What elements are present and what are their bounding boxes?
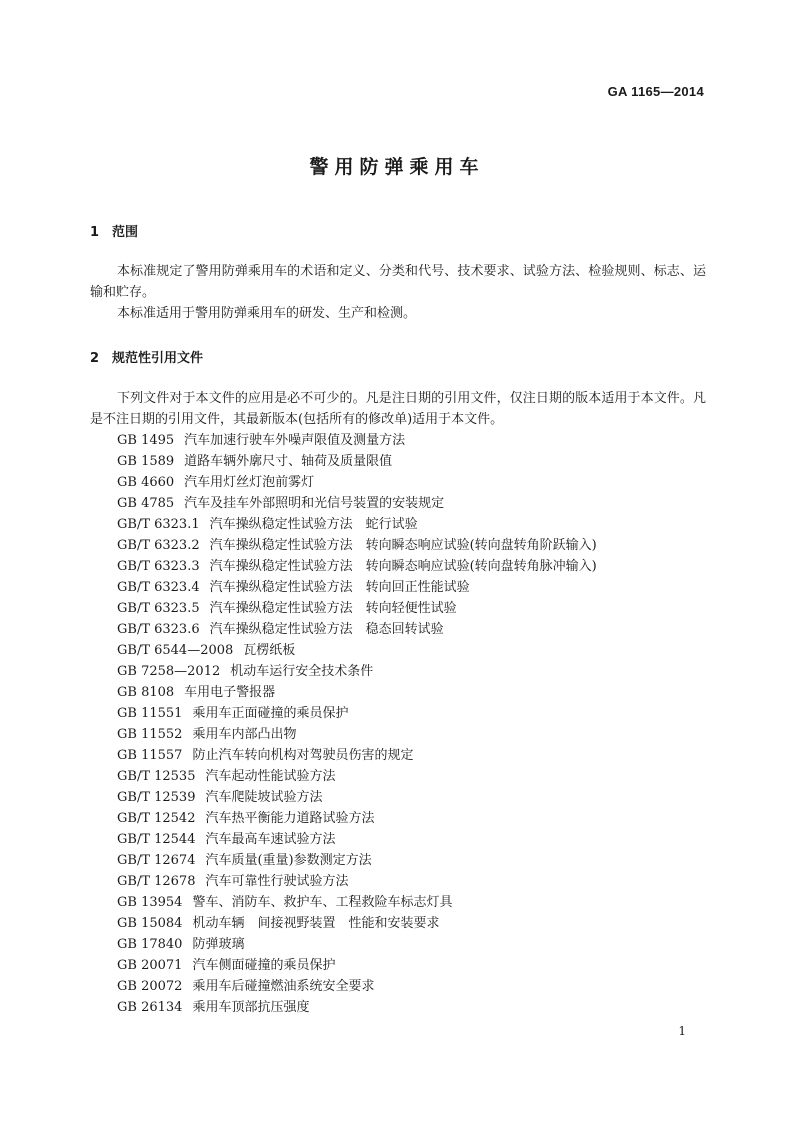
page-number: 1 (678, 1024, 686, 1038)
reference-code: GB 26134 (117, 1000, 183, 1015)
reference-title: 瓦楞纸板 (243, 643, 296, 658)
reference-code: GB/T 12544 (117, 832, 196, 847)
scope-paragraph-1: 本标准规定了警用防弹乘用车的术语和定义、分类和代号、技术要求、试验方法、检验规则、标志、运输和贮存。 (90, 264, 706, 300)
reference-title: 汽车侧面碰撞的乘员保护 (192, 958, 336, 973)
reference-list (117, 430, 597, 1018)
section-2-number: 2 (90, 351, 100, 366)
reference-title: 乘用车后碰撞燃油系统安全要求 (192, 979, 375, 994)
reference-title: 机动车运行安全技术条件 (230, 664, 374, 679)
reference-code: GB 11552 (117, 727, 183, 742)
reference-item (117, 787, 597, 808)
reference-item (117, 430, 597, 451)
reference-item (117, 556, 597, 577)
reference-code: GB 1495 (117, 433, 175, 448)
reference-item (117, 472, 597, 493)
reference-code: GB/T 6323.6 (117, 622, 200, 637)
reference-title: 汽车起动性能试验方法 (205, 769, 336, 784)
reference-title: 汽车操纵稳定性试验方法 转向瞬态响应试验(转向盘转角脉冲输入) (209, 559, 597, 574)
reference-title: 防弹玻璃 (192, 937, 245, 952)
reference-code: GB 8108 (117, 685, 175, 700)
references-intro: 下列文件对于本文件的应用是必不可少的。凡是注日期的引用文件，仅注日期的版本适用于本文件。凡是不注日期的引用文件，其最新版本(包括所有的修改单)适用于本文件。 (90, 391, 706, 427)
reference-item (117, 451, 597, 472)
reference-item (117, 514, 597, 535)
reference-item (117, 745, 597, 766)
reference-item (117, 934, 597, 955)
scope-paragraph-2: 本标准适用于警用防弹乘用车的研发、生产和检测。 (117, 306, 417, 321)
reference-item (117, 955, 597, 976)
reference-title: 汽车热平衡能力道路试验方法 (205, 811, 375, 826)
reference-code: GB/T 12539 (117, 790, 196, 805)
reference-code: GB 7258—2012 (117, 664, 221, 679)
reference-item (117, 808, 597, 829)
reference-title: 汽车操纵稳定性试验方法 转向瞬态响应试验(转向盘转角阶跃输入) (209, 538, 597, 553)
reference-item (117, 577, 597, 598)
document-code: GA 1165—2014 (607, 84, 704, 99)
reference-code: GB/T 6323.1 (117, 517, 200, 532)
section-1-title: 范围 (112, 225, 139, 240)
reference-item (117, 871, 597, 892)
reference-title: 车用电子警报器 (184, 685, 276, 700)
reference-title: 汽车操纵稳定性试验方法 转向轻便性试验 (209, 601, 457, 616)
reference-title: 汽车操纵稳定性试验方法 转向回正性能试验 (209, 580, 470, 595)
reference-title: 警车、消防车、救护车、工程救险车标志灯具 (192, 895, 453, 910)
reference-code: GB 15084 (117, 916, 183, 931)
reference-item (117, 997, 597, 1018)
reference-code: GB/T 6323.3 (117, 559, 200, 574)
reference-title: 汽车加速行驶车外噪声限值及测量方法 (184, 433, 406, 448)
reference-code: GB/T 12678 (117, 874, 196, 889)
reference-code: GB 17840 (117, 937, 183, 952)
reference-title: 汽车及挂车外部照明和光信号装置的安装规定 (184, 496, 445, 511)
reference-title: 乘用车顶部抗压强度 (192, 1000, 310, 1015)
reference-code: GB/T 6323.2 (117, 538, 200, 553)
reference-code: GB/T 12535 (117, 769, 196, 784)
section-1-heading (90, 221, 138, 240)
reference-title: 汽车可靠性行驶试验方法 (205, 874, 349, 889)
section-2-title: 规范性引用文件 (112, 351, 204, 366)
reference-code: GB 11557 (117, 748, 183, 763)
reference-item (117, 682, 597, 703)
reference-item (117, 598, 597, 619)
reference-title: 机动车辆 间接视野装置 性能和安装要求 (192, 916, 440, 931)
section-1-number: 1 (90, 225, 100, 240)
page-title: 警用防弹乘用车 (309, 156, 485, 178)
reference-title: 乘用车正面碰撞的乘员保护 (192, 706, 349, 721)
reference-title: 汽车操纵稳定性试验方法 蛇行试验 (209, 517, 418, 532)
reference-code: GB/T 6544—2008 (117, 643, 234, 658)
reference-item (117, 619, 597, 640)
reference-code: GB 20072 (117, 979, 183, 994)
reference-item (117, 640, 597, 661)
reference-code: GB/T 6323.4 (117, 580, 200, 595)
reference-code: GB 4660 (117, 475, 175, 490)
reference-item (117, 703, 597, 724)
reference-title: 乘用车内部凸出物 (192, 727, 297, 742)
reference-code: GB 20071 (117, 958, 183, 973)
reference-code: GB/T 12542 (117, 811, 196, 826)
reference-code: GB 13954 (117, 895, 183, 910)
reference-code: GB 11551 (117, 706, 183, 721)
reference-code: GB/T 6323.5 (117, 601, 200, 616)
reference-item (117, 829, 597, 850)
reference-code: GB 1589 (117, 454, 175, 469)
reference-item (117, 913, 597, 934)
reference-code: GB/T 12674 (117, 853, 196, 868)
reference-title: 汽车最高车速试验方法 (205, 832, 336, 847)
reference-item (117, 661, 597, 682)
reference-item (117, 493, 597, 514)
reference-title: 汽车用灯丝灯泡前雾灯 (184, 475, 315, 490)
reference-title: 汽车爬陡坡试验方法 (205, 790, 323, 805)
reference-title: 汽车质量(重量)参数测定方法 (205, 853, 372, 868)
reference-code: GB 4785 (117, 496, 175, 511)
reference-title: 道路车辆外廓尺寸、轴荷及质量限值 (184, 454, 393, 469)
reference-item (117, 535, 597, 556)
reference-item (117, 724, 597, 745)
reference-title: 汽车操纵稳定性试验方法 稳态回转试验 (209, 622, 444, 637)
reference-item (117, 892, 597, 913)
reference-item (117, 976, 597, 997)
section-2-heading (90, 347, 203, 366)
reference-item (117, 766, 597, 787)
reference-title: 防止汽车转向机构对驾驶员伤害的规定 (192, 748, 414, 763)
reference-item (117, 850, 597, 871)
